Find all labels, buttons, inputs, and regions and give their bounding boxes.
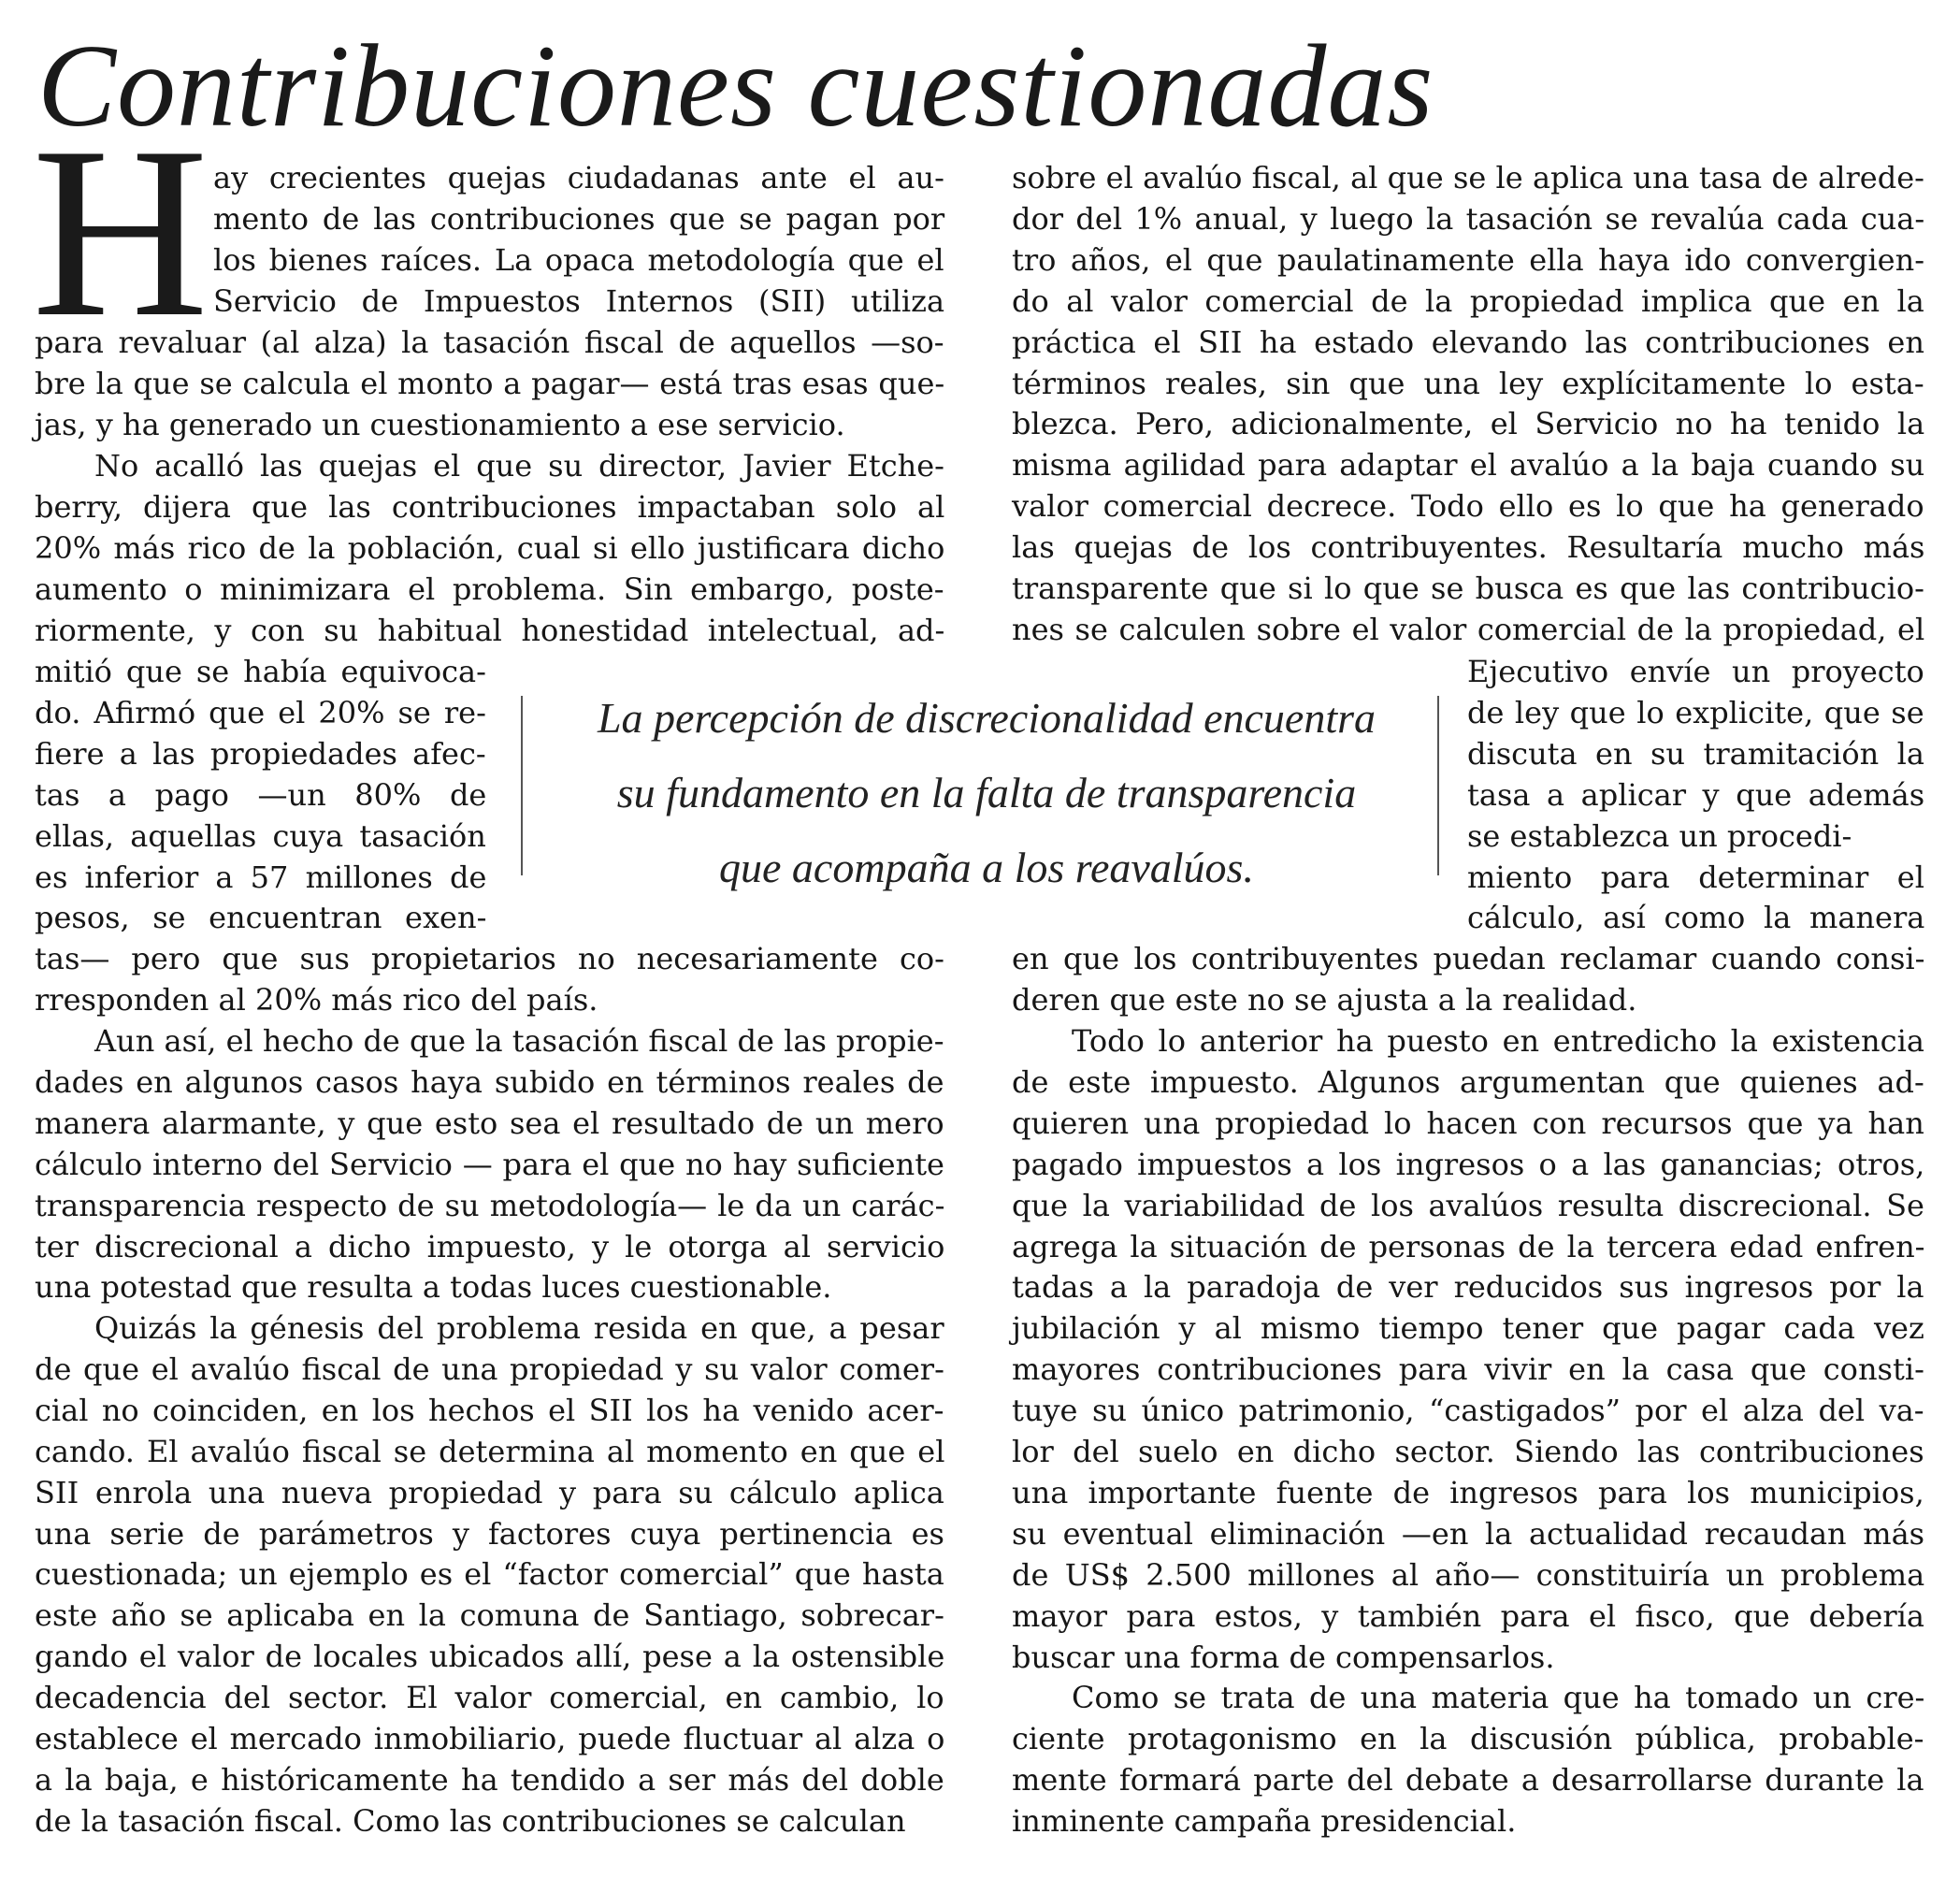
body-line: una potestad que resulta a todas luces cuestionable. <box>35 1269 832 1306</box>
body-line: berry, dijera que las contribuciones impactaban solo al <box>35 488 945 525</box>
body-line: para revaluar (al alza) la tasación fiscal de aquellos —so- <box>35 325 944 360</box>
pull-quote-line: que acompaña a los reavalúos. <box>719 844 1254 891</box>
body-line: pesos, se encuentran exen- <box>35 900 487 936</box>
pullquote-rule-left <box>521 696 523 875</box>
body-line: los bienes raíces. La opaca metodología que el <box>213 241 944 278</box>
body-line: gando el valor de locales ubicados allí, pese a la ostensible <box>35 1639 945 1675</box>
body-line: cálculo interno del Servicio — para el que no hay suficiente <box>35 1146 944 1182</box>
body-line: manera alarmante, y que esto sea el resultado de un mero <box>35 1105 944 1141</box>
body-line: mento de las contribuciones que se pagan por <box>213 200 945 237</box>
pull-quote <box>538 681 1435 905</box>
body-line: a la baja, e históricamente ha tendido a ser más del doble <box>35 1761 944 1798</box>
body-line: aumento o minimizara el problema. Sin embargo, poste- <box>35 571 944 607</box>
body-line: 20% más rico de la población, cual si ello justificara dicho <box>35 529 945 566</box>
body-line: discuta en su tramitación la <box>1467 735 1924 772</box>
body-line: tas— pero que sus propietarios no necesariamente co- <box>35 941 944 976</box>
body-line: una serie de parámetros y factores cuya pertinencia es <box>35 1515 944 1552</box>
body-line: SII enrola una nueva propiedad y para su cálculo aplica <box>35 1474 944 1510</box>
body-line: se establezca un procedi- <box>1467 817 1852 854</box>
body-line: de este impuesto. Algunos argumentan que quienes ad- <box>1012 1063 1924 1100</box>
body-line: de ley que lo explicite, que se <box>1467 694 1924 730</box>
body-line: su eventual eliminación —en la actualidad recaudan más <box>1012 1515 1925 1552</box>
body-line: tasa a aplicar y que además <box>1467 776 1925 813</box>
body-line: de la tasación fiscal. Como las contribuciones se calculan <box>35 1802 906 1839</box>
body-line: inminente campaña presidencial. <box>1012 1802 1517 1839</box>
body-line: Servicio de Impuestos Internos (SII) utiliza <box>213 282 945 319</box>
drop-cap: H <box>32 96 209 368</box>
body-line: dades en algunos casos haya subido en términos reales de <box>35 1063 944 1100</box>
body-line: cial no coinciden, en los hechos el SII los ha venido acer- <box>35 1392 944 1428</box>
body-line: de que el avalúo fiscal de una propiedad y su valor comer- <box>35 1351 944 1387</box>
body-line: es inferior a 57 millones de <box>35 859 487 895</box>
pull-quote-line: La percepción de discrecionalidad encuentra <box>597 694 1376 742</box>
body-line: de US$ 2.500 millones al año— constituiría un problema <box>1012 1556 1925 1593</box>
pull-quote-line: su fundamento en la falta de transparencia <box>616 769 1357 816</box>
body-line: mitió que se había equivoca- <box>35 654 486 689</box>
body-line: do al valor comercial de la propiedad implica que en la <box>1012 282 1924 319</box>
body-line: Aun así, el hecho de que la tasación fiscal de las propie- <box>94 1023 944 1059</box>
body-line: mayor para estos, y también para el fisco, que debería <box>1012 1597 1924 1634</box>
body-line: transparente que si lo que se busca es que las contribucio- <box>1012 571 1924 606</box>
body-line: cálculo, así como la manera <box>1467 900 1925 936</box>
body-line: tro años, el que paulatinamente ella haya ido convergien- <box>1012 241 1924 278</box>
body-line: cando. El avalúo fiscal se determina al momento en que el <box>35 1433 945 1469</box>
body-line: en que los contribuyentes puedan reclamar cuando consi- <box>1012 941 1925 976</box>
body-line: riormente, y con su habitual honestidad intelectual, ad- <box>35 612 945 648</box>
body-line: quieren una propiedad lo hacen con recursos que ya han <box>1012 1105 1924 1141</box>
body-line: práctica el SII ha estado elevando las contribuciones en <box>1012 324 1924 360</box>
body-line: blezca. Pero, adicionalmente, el Servicio no ha tenido la <box>1012 406 1925 442</box>
body-line: Todo lo anterior ha puesto en entredicho la existencia <box>1072 1023 1924 1059</box>
body-line: Quizás la génesis del problema resida en que, a pesar <box>94 1310 944 1346</box>
body-line: tuye su único patrimonio, “castigados” por el alza del va- <box>1012 1393 1924 1429</box>
body-line: que la variabilidad de los avalúos resulta discrecional. Se <box>1012 1187 1924 1223</box>
body-line: buscar una forma de compensarlos. <box>1012 1639 1555 1675</box>
body-line: valor comercial decrece. Todo ello es lo que ha generado <box>1012 488 1924 525</box>
body-line: términos reales, sin que una ley explícitamente lo esta- <box>1012 365 1924 401</box>
body-line: transparencia respecto de su metodología— le da un carác- <box>35 1187 945 1223</box>
body-line: cuestionada; un ejemplo es el “factor comercial” que hasta <box>35 1556 944 1593</box>
body-line: las quejas de los contribuyentes. Resultaría mucho más <box>1012 529 1925 566</box>
article-headline: Contribuciones cuestionadas <box>37 22 1434 152</box>
body-line: jas, y ha generado un cuestionamiento a ese servicio. <box>35 406 845 442</box>
body-line: ay crecientes quejas ciudadanas ante el au- <box>213 160 944 195</box>
body-line: mayores contribuciones para vivir en la casa que consti- <box>1012 1351 1924 1388</box>
body-line: una importante fuente de ingresos para los municipios, <box>1012 1474 1924 1510</box>
body-line: jubilación y al mismo tiempo tener que pagar cada vez <box>1012 1310 1924 1347</box>
body-line: ellas, aquellas cuya tasación <box>35 817 486 854</box>
body-line: fiere a las propiedades afec- <box>35 735 486 772</box>
pullquote-rule-right <box>1437 696 1439 875</box>
body-line: decadencia del sector. El valor comercial, en cambio, lo <box>35 1680 944 1716</box>
body-line: miento para determinar el <box>1467 859 1924 895</box>
body-line: sobre el avalúo fiscal, al que se le aplica una tasa de alrede- <box>1012 160 1924 195</box>
body-line: agrega la situación de personas de la tercera edad enfren- <box>1012 1228 1925 1264</box>
body-line: No acalló las quejas el que su director, Javier Etche- <box>94 448 944 484</box>
body-line: Ejecutivo envíe un proyecto <box>1467 654 1924 689</box>
body-line: bre la que se calcula el monto a pagar— está tras esas que- <box>35 365 945 401</box>
body-line: misma agilidad para adaptar el avalúo a la baja cuando su <box>1012 447 1925 484</box>
body-line: tadas a la paradoja de ver reducidos sus ingresos por la <box>1012 1269 1924 1306</box>
body-line: establece el mercado inmobiliario, puede fluctuar al alza o <box>35 1721 945 1756</box>
body-line: lor del suelo en dicho sector. Siendo las contribuciones <box>1012 1434 1924 1469</box>
body-line: Como se trata de una materia que ha tomado un cre- <box>1072 1680 1925 1715</box>
body-line: tas a pago —un 80% de <box>35 776 487 813</box>
body-line: mente formará parte del debate a desarrollarse durante la <box>1012 1761 1924 1798</box>
body-line: ciente protagonismo en la discusión pública, probable- <box>1012 1720 1924 1756</box>
body-line: rresponden al 20% más rico del país. <box>35 981 598 1018</box>
body-line: dor del 1% anual, y luego la tasación se revalúa cada cua- <box>1012 200 1925 237</box>
body-line: pagado impuestos a los ingresos o a las ganancias; otros, <box>1012 1146 1925 1182</box>
body-line: nes se calculen sobre el valor comercial de la propiedad, el <box>1012 611 1925 647</box>
body-line: deren que este no se ajusta a la realidad. <box>1012 981 1637 1018</box>
body-line: ter discrecional a dicho impuesto, y le otorga al servicio <box>35 1228 945 1264</box>
body-line: do. Afirmó que el 20% se re- <box>35 694 486 730</box>
body-line: este año se aplicaba en la comuna de Santiago, sobrecar- <box>35 1597 944 1634</box>
